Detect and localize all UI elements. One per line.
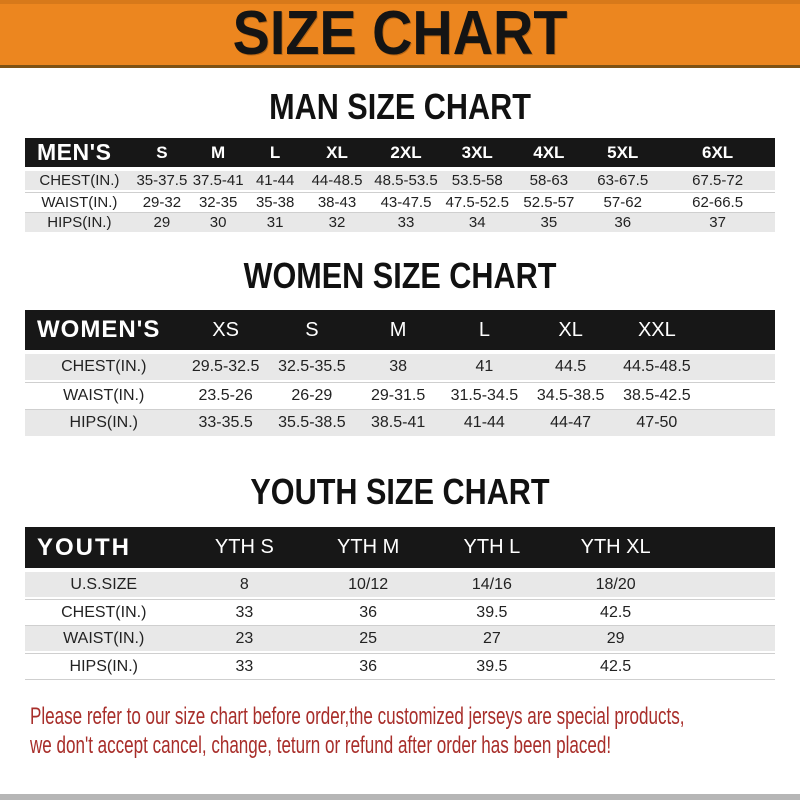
men-size-table (25, 138, 775, 234)
men-col-xl: XL (304, 138, 370, 171)
youth-waist-in-label: WAIST(IN.) (25, 626, 183, 653)
women-chest-in-filler (700, 354, 775, 382)
women-waist-in-label: WAIST(IN.) (25, 382, 183, 410)
banner-title: SIZE CHART (232, 0, 568, 68)
men-waist-in-2xl: 43-47.5 (370, 192, 442, 213)
women-waist-in-m: 29-31.5 (355, 382, 441, 410)
youth-col-yth-xl: YTH XL (554, 527, 678, 572)
women-heading: WOMEN SIZE CHART (243, 255, 557, 296)
women-hips-in-m: 38.5-41 (355, 410, 441, 438)
men-chest-in-xl: 44-48.5 (304, 171, 370, 192)
youth-row-hips-in (25, 653, 775, 680)
women-chest-in-label: CHEST(IN.) (25, 354, 183, 382)
women-col-xxl: XXL (614, 310, 700, 354)
men-chest-in-label: CHEST(IN.) (25, 171, 134, 192)
order-notice (0, 702, 800, 760)
women-waist-in-xs: 23.5-26 (183, 382, 269, 410)
youth-waist-in-filler (678, 626, 776, 653)
youth-u-s-size-yth-m: 10/12 (306, 572, 430, 599)
men-waist-in-xl: 38-43 (304, 192, 370, 213)
men-waist-in-l: 35-38 (246, 192, 304, 213)
women-section (0, 255, 800, 438)
women-col-xl: XL (528, 310, 614, 354)
women-chest-in-m: 38 (355, 354, 441, 382)
women-col-m: M (355, 310, 441, 354)
women-chest-in-xxl: 44.5-48.5 (614, 354, 700, 382)
men-waist-in-5xl: 57-62 (585, 192, 660, 213)
women-row-hips-in (25, 410, 775, 438)
women-chest-in-xs: 29.5-32.5 (183, 354, 269, 382)
youth-chest-in-yth-s: 33 (183, 599, 307, 626)
men-col-5xl: 5XL (585, 138, 660, 171)
men-hips-in-m: 30 (190, 213, 246, 234)
men-waist-in-6xl: 62-66.5 (660, 192, 775, 213)
youth-chest-in-yth-m: 36 (306, 599, 430, 626)
men-waist-in-s: 29-32 (134, 192, 190, 213)
women-hips-in-filler (700, 410, 775, 438)
men-hips-in-l: 31 (246, 213, 304, 234)
men-col-6xl: 6XL (660, 138, 775, 171)
youth-hips-in-yth-xl: 42.5 (554, 653, 678, 680)
notice-line-2: we don't accept cancel, change, teturn or refund after order has been placed! (30, 732, 612, 759)
men-chest-in-m: 37.5-41 (190, 171, 246, 192)
men-hips-in-xl: 32 (304, 213, 370, 234)
youth-chest-in-yth-l: 39.5 (430, 599, 554, 626)
men-hips-in-s: 29 (134, 213, 190, 234)
women-row-chest-in (25, 354, 775, 382)
youth-header-row (25, 527, 775, 572)
women-waist-in-xl: 34.5-38.5 (528, 382, 614, 410)
men-col-3xl: 3XL (442, 138, 512, 171)
women-header-row (25, 310, 775, 354)
youth-chest-in-yth-xl: 42.5 (554, 599, 678, 626)
women-size-table (25, 310, 775, 438)
youth-u-s-size-filler (678, 572, 776, 599)
men-col-2xl: 2XL (370, 138, 442, 171)
youth-row-chest-in (25, 599, 775, 626)
youth-section (0, 471, 800, 680)
men-col-l: L (246, 138, 304, 171)
youth-row-waist-in (25, 626, 775, 653)
youth-table-label: YOUTH (25, 527, 183, 572)
youth-header-filler (678, 527, 776, 572)
men-waist-in-label: WAIST(IN.) (25, 192, 134, 213)
youth-hips-in-yth-m: 36 (306, 653, 430, 680)
banner (0, 0, 800, 68)
youth-col-yth-l: YTH L (430, 527, 554, 572)
women-row-waist-in (25, 382, 775, 410)
youth-row-u-s-size (25, 572, 775, 599)
youth-hips-in-filler (678, 653, 776, 680)
men-hips-in-3xl: 34 (442, 213, 512, 234)
men-row-hips-in (25, 213, 775, 234)
youth-u-s-size-yth-l: 14/16 (430, 572, 554, 599)
youth-heading: YOUTH SIZE CHART (250, 471, 550, 512)
youth-u-s-size-label: U.S.SIZE (25, 572, 183, 599)
men-chest-in-2xl: 48.5-53.5 (370, 171, 442, 192)
men-row-waist-in (25, 192, 775, 213)
men-section (0, 86, 800, 234)
men-heading: MAN SIZE CHART (269, 86, 531, 127)
women-col-l: L (441, 310, 527, 354)
men-hips-in-label: HIPS(IN.) (25, 213, 134, 234)
youth-hips-in-yth-s: 33 (183, 653, 307, 680)
women-col-xs: XS (183, 310, 269, 354)
youth-u-s-size-yth-s: 8 (183, 572, 307, 599)
men-hips-in-4xl: 35 (512, 213, 585, 234)
youth-chest-in-label: CHEST(IN.) (25, 599, 183, 626)
men-waist-in-m: 32-35 (190, 192, 246, 213)
men-hips-in-2xl: 33 (370, 213, 442, 234)
youth-u-s-size-yth-xl: 18/20 (554, 572, 678, 599)
men-header-row (25, 138, 775, 171)
men-chest-in-5xl: 63-67.5 (585, 171, 660, 192)
youth-waist-in-yth-l: 27 (430, 626, 554, 653)
women-chest-in-s: 32.5-35.5 (269, 354, 355, 382)
youth-col-yth-m: YTH M (306, 527, 430, 572)
women-hips-in-label: HIPS(IN.) (25, 410, 183, 438)
youth-hips-in-yth-l: 39.5 (430, 653, 554, 680)
men-table-label: MEN'S (25, 138, 134, 171)
women-waist-in-xxl: 38.5-42.5 (614, 382, 700, 410)
women-table-label: WOMEN'S (25, 310, 183, 354)
men-chest-in-l: 41-44 (246, 171, 304, 192)
youth-waist-in-yth-s: 23 (183, 626, 307, 653)
women-header-filler (700, 310, 775, 354)
men-hips-in-6xl: 37 (660, 213, 775, 234)
men-chest-in-3xl: 53.5-58 (442, 171, 512, 192)
men-chest-in-6xl: 67.5-72 (660, 171, 775, 192)
women-waist-in-l: 31.5-34.5 (441, 382, 527, 410)
men-waist-in-4xl: 52.5-57 (512, 192, 585, 213)
men-chest-in-4xl: 58-63 (512, 171, 585, 192)
youth-hips-in-label: HIPS(IN.) (25, 653, 183, 680)
women-hips-in-s: 35.5-38.5 (269, 410, 355, 438)
men-col-m: M (190, 138, 246, 171)
women-chest-in-xl: 44.5 (528, 354, 614, 382)
men-chest-in-s: 35-37.5 (134, 171, 190, 192)
men-row-chest-in (25, 171, 775, 192)
bottom-strip (0, 794, 800, 800)
men-col-4xl: 4XL (512, 138, 585, 171)
women-col-s: S (269, 310, 355, 354)
youth-waist-in-yth-m: 25 (306, 626, 430, 653)
men-hips-in-5xl: 36 (585, 213, 660, 234)
men-col-s: S (134, 138, 190, 171)
youth-chest-in-filler (678, 599, 776, 626)
women-hips-in-xs: 33-35.5 (183, 410, 269, 438)
notice-line-1: Please refer to our size chart before order,the customized jerseys are special products, (30, 703, 685, 730)
size-chart-sections (0, 86, 800, 680)
youth-size-table (25, 527, 775, 680)
women-waist-in-s: 26-29 (269, 382, 355, 410)
women-waist-in-filler (700, 382, 775, 410)
women-hips-in-l: 41-44 (441, 410, 527, 438)
men-waist-in-3xl: 47.5-52.5 (442, 192, 512, 213)
women-chest-in-l: 41 (441, 354, 527, 382)
youth-waist-in-yth-xl: 29 (554, 626, 678, 653)
women-hips-in-xxl: 47-50 (614, 410, 700, 438)
women-hips-in-xl: 44-47 (528, 410, 614, 438)
youth-col-yth-s: YTH S (183, 527, 307, 572)
